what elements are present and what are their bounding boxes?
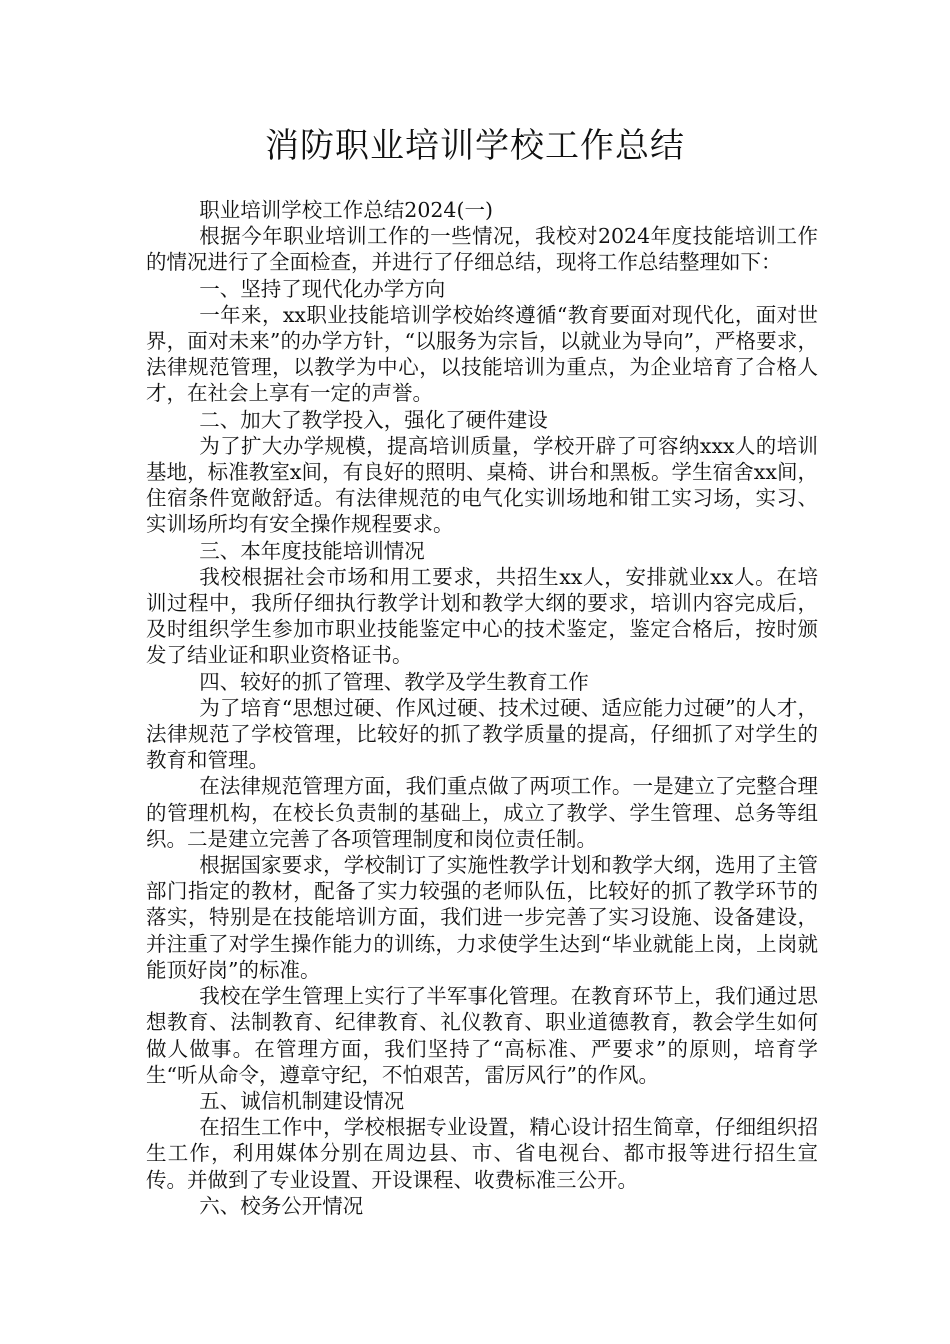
paragraph: 一年来，xx职业技能培训学校始终遵循“教育要面对现代化，面对世界，面对未来”的办学方针，“以服务为宗旨，以就业为导向”，严格要求，法律规范管理，以教学为中心，以技能培训为重点，为企业培育了合格人才，在社会上享有一定的声誉。: [146, 302, 818, 406]
paragraph: 根据国家要求，学校制订了实施性教学计划和教学大纲，选用了主管部门指定的教材，配备了实力较强的老师队伍，比较好的抓了教学环节的落实，特别是在技能培训方面，我们进一步完善了实习设施、设备建设，并注重了对学生操作能力的训练，力求使学生达到“毕业就能上岗，上岗就能顶好岗”的标准。: [146, 853, 818, 982]
section-heading: 五、诚信机制建设情况: [199, 1088, 405, 1113]
paragraph: 我校根据社会市场和用工要求，共招生xx人，安排就业xx人。在培训过程中，我所仔细执行教学计划和教学大纲的要求，培训内容完成后，及时组织学生参加市职业技能鉴定中心的技术鉴定，鉴定合格后，按时颁发了结业证和职业资格证书。: [146, 564, 818, 668]
section-heading: 四、较好的抓了管理、教学及学生教育工作: [199, 669, 589, 694]
section-heading: 三、本年度技能培训情况: [199, 538, 425, 563]
paragraph: 根据今年职业培训工作的一些情况，我校对2024年度技能培训工作的情况进行了全面检查，并进行了仔细总结，现将工作总结整理如下：: [146, 224, 818, 275]
paragraph: 我校在学生管理上实行了半军事化管理。在教育环节上，我们通过思想教育、法制教育、纪律教育、礼仪教育、职业道德教育，教会学生如何做人做事。在管理方面，我们坚持了“高标准、严要求”的原则，培育学生“听从命令，遵章守纪，不怕艰苦，雷厉风行”的作风。: [146, 984, 818, 1087]
paragraph: 在法律规范管理方面，我们重点做了两项工作。一是建立了完整合理的管理机构，在校长负责制的基础上，成立了教学、学生管理、总务等组织。二是建立完善了各项管理制度和岗位责任制。: [146, 774, 818, 851]
document-body: [146, 197, 818, 1219]
document-title: 消防职业培训学校工作总结: [265, 126, 685, 166]
section-heading: 一、坚持了现代化办学方向: [199, 276, 446, 301]
paragraph: 为了扩大办学规模，提高培训质量，学校开辟了可容纳xxx人的培训基地，标准教室x间，有良好的照明、桌椅、讲台和黑板。学生宿舍xx间，住宿条件宽敞舒适。有法律规范的电气化实训场地和钳工实习场，实习、实训场所均有安全操作规程要求。: [146, 433, 818, 537]
section-heading: 职业培训学校工作总结2024(一): [199, 198, 493, 222]
paragraph: 在招生工作中，学校根据专业设置，精心设计招生简章，仔细组织招生工作，利用媒体分别在周边县、市、省电视台、都市报等进行招生宣传。并做到了专业设置、开设课程、收费标准三公开。: [146, 1115, 818, 1192]
section-heading: 二、加大了教学投入，强化了硬件建设: [199, 407, 548, 432]
paragraph: 为了培育“思想过硬、作风过硬、技术过硬、适应能力过硬”的人才，法律规范了学校管理，比较好的抓了教学质量的提高，仔细抓了对学生的教育和管理。: [146, 695, 818, 773]
section-heading: 六、校务公开情况: [199, 1193, 364, 1218]
